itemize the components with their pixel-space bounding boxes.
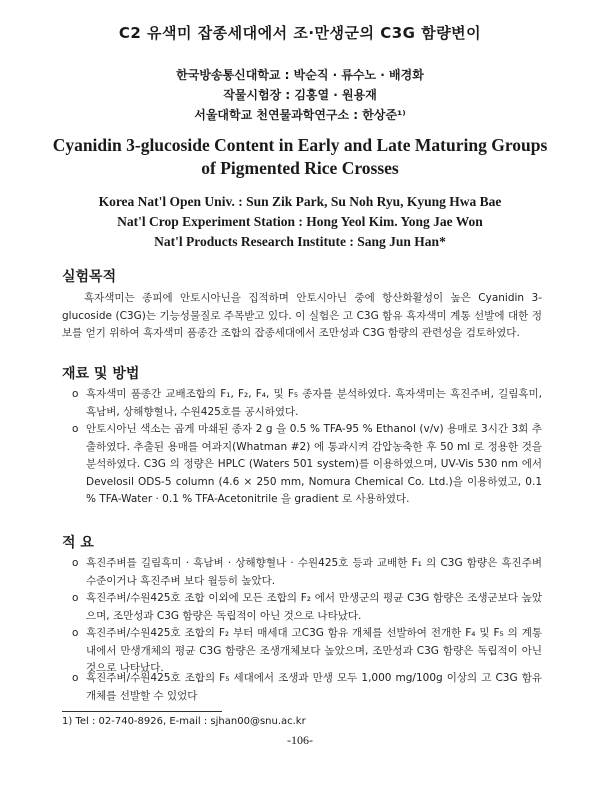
summary-item-4: [72, 670, 542, 705]
summary-item-2: [72, 590, 542, 625]
english-title-line-1: Cyanidin 3-glucoside Content in Early and Late Maturing Groups: [52, 135, 548, 155]
bullet-marker: o: [72, 557, 79, 569]
purpose-paragraph: 흑자색미는 종피에 안토시아닌을 집적하며 안토시아닌 중에 항산화활성이 높은 Cyanidin 3-glucoside (C3G)는 기능성물질로 주목받고 있다. 이 실험은 고 C3G 함유 흑자색미 계통 선발에 대한 정보를 얻기 위하여 흑자색미 품종간 조합의 잡종세대에서 조만성과 C3G 함량의 관련성을 검토하였다.: [62, 292, 542, 339]
summary-item-3-text: 흑진주벼/수원425호 조합의 F₂ 부터 매세대 고C3G 함유 개체를 선발하여 전개한 F₄ 및 F₅ 의 계통내에서 만생개체의 평균 C3G 함량은 조생개체보다 높았으며, 조만성과 C3G 함량은 독립적이 아닌 것으로 나타났다.: [86, 627, 542, 674]
bullet-marker: o: [72, 423, 79, 435]
footnote-divider: [62, 711, 222, 712]
summary-heading: 적 요: [62, 535, 94, 551]
bullet-marker: o: [72, 627, 79, 639]
page-number: -106-: [287, 733, 313, 747]
english-affiliation-1: Korea Nat'l Open Univ. : Sun Zik Park, Su Noh Ryu, Kyung Hwa Bae: [98, 194, 502, 209]
materials-item-2: [72, 421, 542, 509]
purpose-heading: 실험목적: [62, 269, 117, 285]
footnote: 1) Tel : 02-740-8926, E-mail : sjhan00@snu.ac.kr: [62, 716, 306, 727]
summary-item-4-text: 흑진주벼/수원425호 조합의 F₅ 세대에서 조생과 만생 모두 1,000 mg/100g 이상의 고 C3G 함유 개체를 선발할 수 있었다: [86, 672, 542, 702]
summary-item-1: [72, 555, 542, 590]
korean-affiliation-1: 한국방송통신대학교 : 박순직 · 류수노 · 배경화: [176, 68, 424, 82]
materials-item-1-text: 흑자색미 품종간 교배조합의 F₁, F₂, F₄, 및 F₅ 종자를 분석하였다. 흑자색미는 흑진주벼, 길림흑미, 흑남벼, 상해향혈나, 수원425호를 공시하였다.: [86, 388, 542, 418]
materials-item-2-text: 안토시아닌 색소는 곱게 마쇄된 종자 2 g 을 0.5 % TFA-95 % Ethanol (v/v) 용매로 3시간 3회 추출하였다. 추출된 용매를 여과지(Whatman #2) 에 통과시켜 감압농축한 후 50 ml 로 정용한 것을 분석하였다. C3G 의 정량은 HPLC (Waters 501 system)를 이용하였으며, UV-Vis 530 nm 에서 Develosil ODS-5 column (4.6 × 250 mm, Nomura Chemical Co. Ltd.)을 이용하였고, 0.1 % TFA-Water · 0.1 % TFA-Acetonitrile 을 gradient 로 사용하였다.: [86, 423, 542, 505]
korean-affiliation-2: 작물시험장 : 김홍열 · 원용재: [223, 88, 377, 102]
bullet-marker: o: [72, 672, 79, 684]
korean-title: C2 유색미 잡종세대에서 조·만생군의 C3G 함량변이: [118, 24, 482, 42]
english-affiliation-3: Nat'l Products Research Institute : Sang Jun Han*: [154, 234, 446, 249]
english-affiliation-2: Nat'l Crop Experiment Station : Hong Yeol Kim. Yong Jae Won: [117, 214, 483, 229]
bullet-marker: o: [72, 388, 79, 400]
summary-item-1-text: 흑진주벼를 길림흑미 · 흑남벼 · 상해향혈나 · 수원425호 등과 교배한 F₁ 의 C3G 함량은 흑진주벼 수준이거나 흑진주벼 보다 월등히 높았다.: [86, 557, 542, 587]
materials-item-1: [72, 386, 542, 421]
summary-item-2-text: 흑진주벼/수원425호 조합 이외에 모든 조합의 F₂ 에서 만생군의 평균 C3G 함량은 조생군보다 높았으며, 조만성과 C3G 함량은 독립적이 아닌 것으로 나타났다.: [86, 592, 542, 622]
english-title-line-2: of Pigmented Rice Crosses: [201, 158, 399, 178]
korean-affiliation-3: 서울대학교 천연물과학연구소 : 한상준¹⁾: [194, 108, 406, 122]
materials-heading: 재료 및 방법: [62, 366, 140, 382]
bullet-marker: o: [72, 592, 79, 604]
